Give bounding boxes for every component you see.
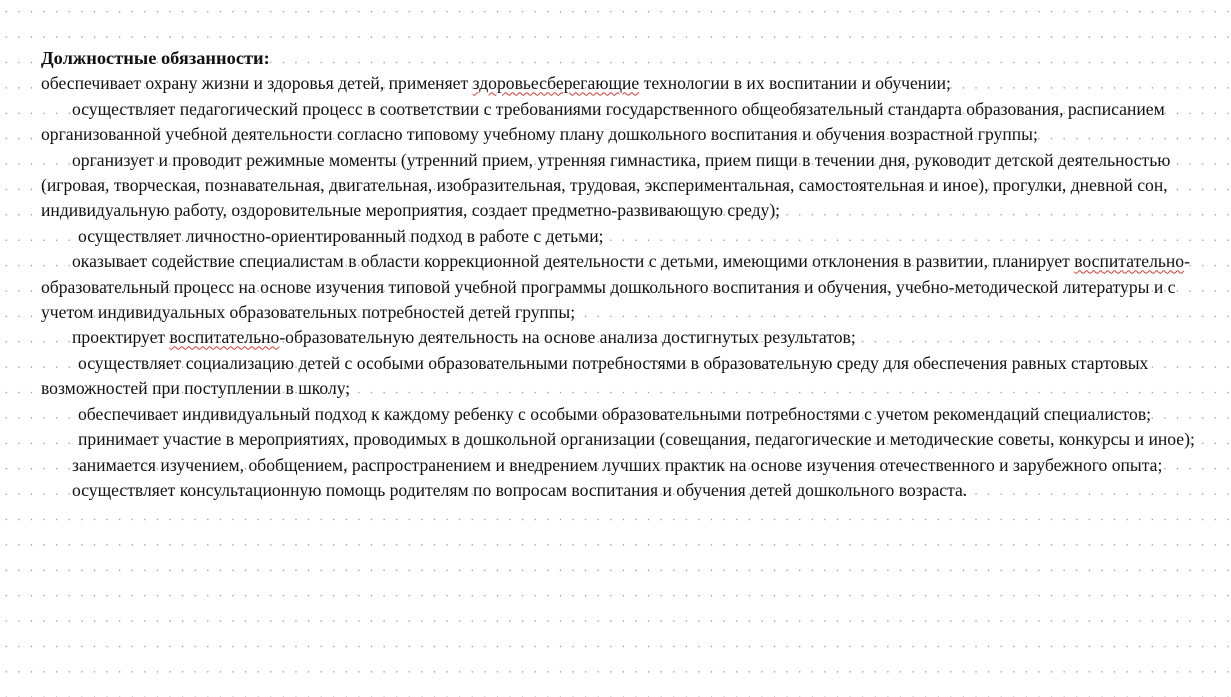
duty-paragraph-1 [41,71,1221,96]
duty-paragraph-9: принимает участие в мероприятиях, проводимых в дошкольной организации (совещания, педагогические и методические советы, конкурсы и иное); [78,429,1195,450]
paragraph-text: проектирует [72,327,170,348]
duty-paragraph-4: осуществляет личностно-ориентированный подход в работе с детьми; [78,225,604,246]
duty-paragraph-10: занимается изучением, обобщением, распространением и внедрением лучших практик на основе изучения отечественного и зарубежного опыта; [72,454,1163,475]
spellcheck-flagged-word[interactable]: здоровьесберегающие [472,73,640,94]
paragraph-text: -образовательный процесс на основе изучения типовой учебной программы дошкольного воспитания и обучения, учебно-методической литературы и с учетом индивидуальных образовательных потребностей детей группы; [41,251,1190,323]
document-page[interactable] [41,46,1221,503]
spellcheck-flagged-word[interactable]: воспитательно [1074,251,1185,272]
duty-paragraph-2: осуществляет педагогический процесс в соответствии с требованиями государственного общеобязательный стандарта образования, расписанием организованной учебной деятельности согласно типовому учебному плану дошкольного воспитания и обучения возрастной группы; [41,98,1165,145]
duty-paragraph-6 [41,325,1221,350]
duty-paragraph-5 [41,249,1221,325]
duty-paragraph-3: организует и проводит режимные моменты (утренний прием, утренняя гимнастика, прием пищи в течении дня, руководит детской деятельностью (игровая, творческая, познавательная, двигательная, изобразительная, трудовая, экспериментальная, самостоятельная и иное), прогулки, дневной сон, индивидуальную работу, оздоровительные мероприятия, создает предметно-развивающую среду); [41,149,1171,221]
duty-paragraph-8: обеспечивает индивидуальный подход к каждому ребенку с особыми образовательными потребностями с учетом рекомендаций специалистов; [78,403,1152,424]
paragraph-text: -образовательную деятельность на основе анализа достигнутых результатов; [279,327,856,348]
duty-paragraph-7: осуществляет социализацию детей с особыми образовательными потребностями в образовательную среду для обеспечения равных стартовых возможностей при поступлении в школу; [41,352,1149,399]
paragraph-text: обеспечивает охрану жизни и здоровья детей, применяет [41,73,473,94]
spellcheck-flagged-word[interactable]: воспитательно [169,327,280,348]
duty-paragraph-11: осуществляет консультационную помощь родителям по вопросам воспитания и обучения детей дошкольного возраста. [72,479,968,500]
duties-heading: Должностные обязанности: [41,48,270,68]
paragraph-text: оказывает содействие специалистам в области коррекционной деятельности с детьми, имеющими отклонения в развитии, планирует [72,251,1075,272]
paragraph-text: технологии в их воспитании и обучении; [639,73,951,94]
